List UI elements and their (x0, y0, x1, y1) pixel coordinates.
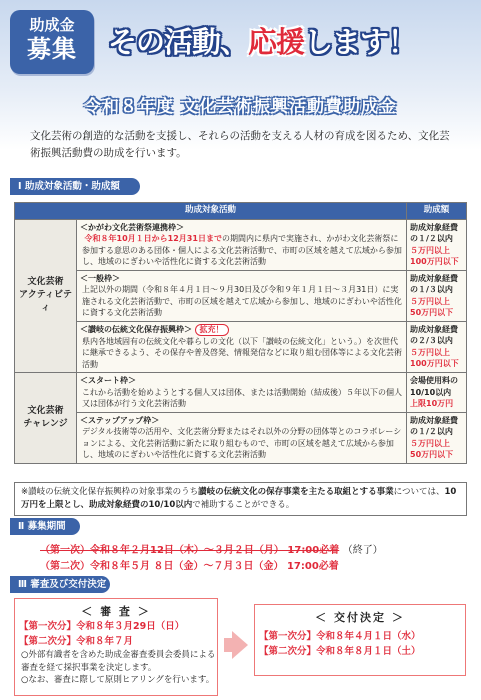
note-c: については、 (393, 487, 445, 497)
row-text: の期間内に県内で実施され、かがわ文化芸術祭に参加する意思のある団体・個人による文化芸術活動で、市町の区域を越えて広域から参加し、地域のにぎわいや活性化に資する文化芸術活動 (82, 234, 402, 266)
category-activity (15, 219, 77, 373)
section1-title: Ⅰ 助成対象活動・助成額 (18, 181, 120, 192)
badge-line2: 募集 (27, 35, 77, 63)
row-text: 県内各地域固有の伝統文化や暮らしの文化（以下「讃岐の伝統文化」という。）を次世代に継承できるよう、その保存や普及啓発、情報発信などに取り組む団体等による文化芸術活動 (82, 336, 402, 369)
category-challenge-label: 文化芸術 チャレンジ (23, 405, 68, 429)
review-title: ＜ 審 査 ＞ (81, 605, 151, 618)
review-second: 【第二次分】令和８年７月 (19, 636, 134, 647)
category-challenge (15, 373, 77, 464)
review-box (14, 598, 218, 696)
amount-range: ５万円以上 100万円以下 (410, 245, 459, 266)
note-e: で補助することができる。 (192, 500, 295, 510)
decision-second: 【第二次分】令和８年８月１日（土） (259, 646, 421, 657)
amount-head: 会場使用料の10/10以内 (410, 376, 458, 397)
amount-cell (407, 219, 467, 270)
amount-cell (407, 270, 467, 321)
decision-title: ＜ 交付決定 ＞ (315, 611, 405, 624)
intro-text: 文化芸術の創造的な活動を支援し、それらの活動を支える人材の育成を図るため、文化芸術振興活動費の助成を行います。 (30, 130, 450, 159)
row-label: ＜かがわ文化芸術祭連携枠＞ (80, 222, 184, 232)
amount-range: ５万円以上 100万円以下 (410, 347, 459, 368)
section3-header (10, 576, 110, 593)
review-note2: ○なお、審査に際して原則ヒアリングを行います。 (21, 675, 215, 685)
headline-post: します！ (304, 25, 417, 59)
activity-cell (77, 373, 407, 413)
activity-cell (77, 270, 407, 321)
row-label: ＜スタート枠＞ (80, 376, 136, 385)
section2-title: Ⅱ 募集期間 (18, 521, 66, 532)
amount-head: 助成対象経費の１/３以内 (410, 273, 458, 294)
row-label: ＜ステップアップ枠＞ (80, 415, 160, 425)
table-row (15, 373, 467, 413)
amount-cell (407, 373, 467, 413)
headline-accent: 応援 (248, 25, 305, 59)
note-a: ※讃岐の伝統文化保存振興枠の対象事業のうち (21, 487, 199, 497)
headline-pre: その活動、 (108, 25, 249, 59)
decision-first: 【第一次分】令和８年４月１日（水） (259, 631, 421, 642)
table-row (15, 219, 467, 270)
period-second: （第二次）令和８年５月 ８日（金）～７月３日（金） 17:00必着 (40, 561, 339, 572)
period-first-status: （終了） (342, 545, 383, 556)
special-note (14, 482, 467, 516)
grant-badge (10, 10, 94, 74)
row-text: これから活動を始めようとする個人又は団体、または活動開始（結成後）５年以下の個人又は団体が行う文化芸術活動 (82, 387, 402, 408)
col-amount: 助成額 (407, 203, 467, 220)
row-description (80, 233, 403, 268)
period-first-text: （第一次）令和８年２月12日（木）～３月２日（月） 17:00必着 (40, 545, 340, 556)
expanded-badge: 拡充！ (195, 324, 229, 336)
row-label: ＜讃岐の伝統文化保存振興枠＞ (80, 324, 192, 334)
section2-header (10, 518, 80, 535)
page-title: 令和８年度 文化芸術振興活動費助成金 (84, 97, 397, 117)
row-text: デジタル技術等の活用や、文化芸術分野またはそれ以外の分野の団体等とのコラボレーションによる、文化芸術活動に新たに取り組むもので、市町の区域を越えて広域から参加し、地域のにぎわいや活性化に資する文化芸術活動 (82, 427, 402, 459)
note-b: 讃岐の伝統文化の保存事業を主たる取組とする事業 (198, 487, 394, 497)
col-activity: 助成対象活動 (15, 203, 407, 220)
activity-cell (77, 321, 407, 373)
table-header-row (15, 203, 467, 220)
review-note1: ○外部有識者を含めた助成金審査委員会委員による審査を経て採択事業を決定します。 (21, 650, 216, 673)
amount-range: ５万円以上 50万円以下 (410, 296, 454, 317)
review-first: 【第一次分】令和８年３月29日（日） (19, 621, 185, 632)
arrow-icon (232, 631, 248, 659)
activity-cell (77, 219, 407, 270)
table-row (15, 321, 467, 373)
amount-cell (407, 321, 467, 373)
category-activity-label: 文化芸術 アクティビティ (18, 277, 72, 314)
section3-title: Ⅲ 審査及び交付決定 (18, 579, 107, 590)
row-text: 上記以外の期間（令和８年４月１日～９月30日及び令和９年１月１日～３月31日）に実施される文化芸術活動で、市町の区域を越えて広域から参加し、地域のにぎわいや活性化に資する文化芸術活動 (82, 285, 402, 317)
amount-range: ５万円以上 50万円以下 (410, 438, 454, 459)
row-highlight: 令和８年10月１日から12月31日まで (84, 234, 222, 243)
table-row (15, 412, 467, 463)
amount-head: 助成対象経費の１/２以内 (410, 415, 458, 436)
amount-cell (407, 412, 467, 463)
headline (108, 20, 416, 61)
grant-table (14, 202, 467, 464)
amount-head: 助成対象経費の２/３以内 (410, 324, 458, 345)
table-row (15, 270, 467, 321)
badge-line1: 助成金 (29, 16, 75, 34)
amount-head: 助成対象経費の１/２以内 (410, 222, 458, 243)
section1-header (10, 178, 140, 195)
amount-range: 上限10万円 (410, 399, 454, 408)
period-first (40, 541, 383, 556)
row-label: ＜一般枠＞ (80, 273, 120, 283)
decision-box (254, 604, 466, 676)
row-label-line (80, 324, 403, 336)
activity-cell (77, 412, 407, 463)
note-d: 10万円を上限とし、助成対象経費の10/10以内 (21, 487, 457, 510)
